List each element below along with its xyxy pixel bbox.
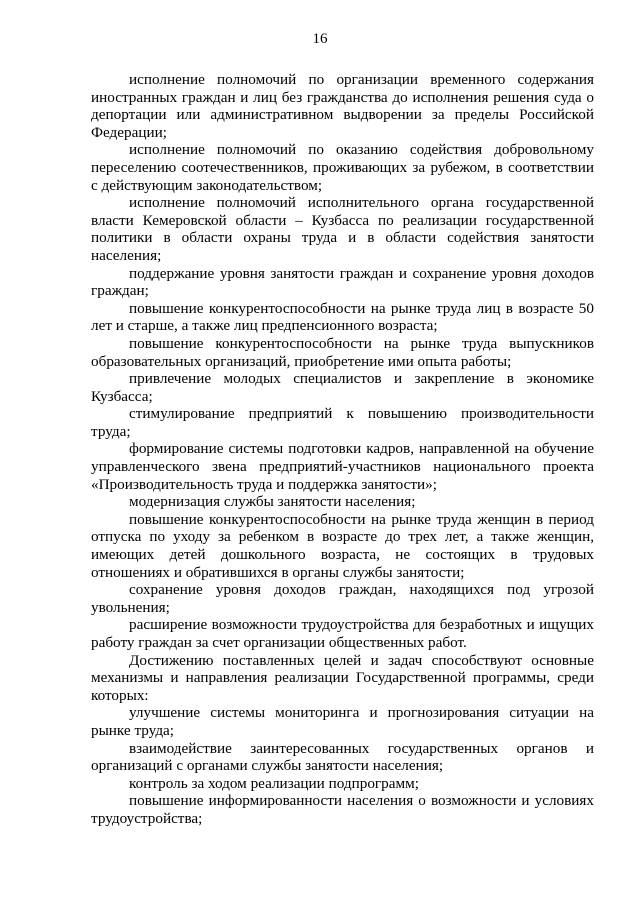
paragraph-14: Достижению поставленных целей и задач способствуют основные механизмы и направления реализации Государственной программы, среди которых: [91,651,594,704]
paragraph-11: повышение конкурентоспособности на рынке труда женщин в период отпуска по уходу за ребенком в возрасте до трех лет, а также женщин, имеющих детей дошкольного возраста, не состоящих в трудовых отношениях и обратившихся в органы службы занятости; [91,510,594,581]
document-body [91,71,594,828]
paragraph-12: сохранение уровня доходов граждан, находящихся под угрозой увольнения; [91,581,594,616]
paragraph-17: контроль за ходом реализации подпрограмм; [129,774,419,792]
paragraph-10: модернизация службы занятости населения; [129,493,416,511]
paragraph-2: исполнение полномочий по оказанию содействия добровольному переселению соотечественников, проживающих за рубежом, в соответствии с действующим законодательством; [91,141,594,194]
paragraph-15: улучшение системы мониторинга и прогнозирования ситуации на рынке труда; [91,704,594,739]
paragraph-13: расширение возможности трудоустройства для безработных и ищущих работу граждан за счет организации общественных работ. [91,616,594,651]
paragraph-6: повышение конкурентоспособности на рынке труда выпускников образовательных организаций, приобретение ими опыта работы; [91,334,594,370]
paragraph-8: стимулирование предприятий к повышению производительности труда; [91,405,594,440]
paragraph-1: исполнение полномочий по организации временного содержания иностранных граждан и лиц без гражданства до исполнения решения суда о депортации или административном выдворении за пределы Российской Федерации; [91,71,594,141]
page-number: 16 [312,31,328,47]
paragraph-4: поддержание уровня занятости граждан и сохранение уровня доходов граждан; [91,264,594,300]
paragraph-7: привлечение молодых специалистов и закрепление в экономике Кузбасса; [91,370,594,405]
paragraph-3: исполнение полномочий исполнительного органа государственной власти Кемеровской области – Кузбасса по реализации государственной политики в области охраны труда и в области содействия занятости населения; [91,194,594,264]
paragraph-18: повышение информированности населения о возможности и условиях трудоустройства; [91,792,594,827]
paragraph-5: повышение конкурентоспособности на рынке труда лиц в возрасте 50 лет и старше, а также лиц предпенсионного возраста; [91,299,594,335]
paragraph-9: формирование системы подготовки кадров, направленной на обучение управленческого звена предприятий-участников национального проекта «Производительность труда и поддержка занятости»; [91,440,594,493]
paragraph-16: взаимодействие заинтересованных государственных органов и организаций с органами службы занятости населения; [91,739,594,775]
